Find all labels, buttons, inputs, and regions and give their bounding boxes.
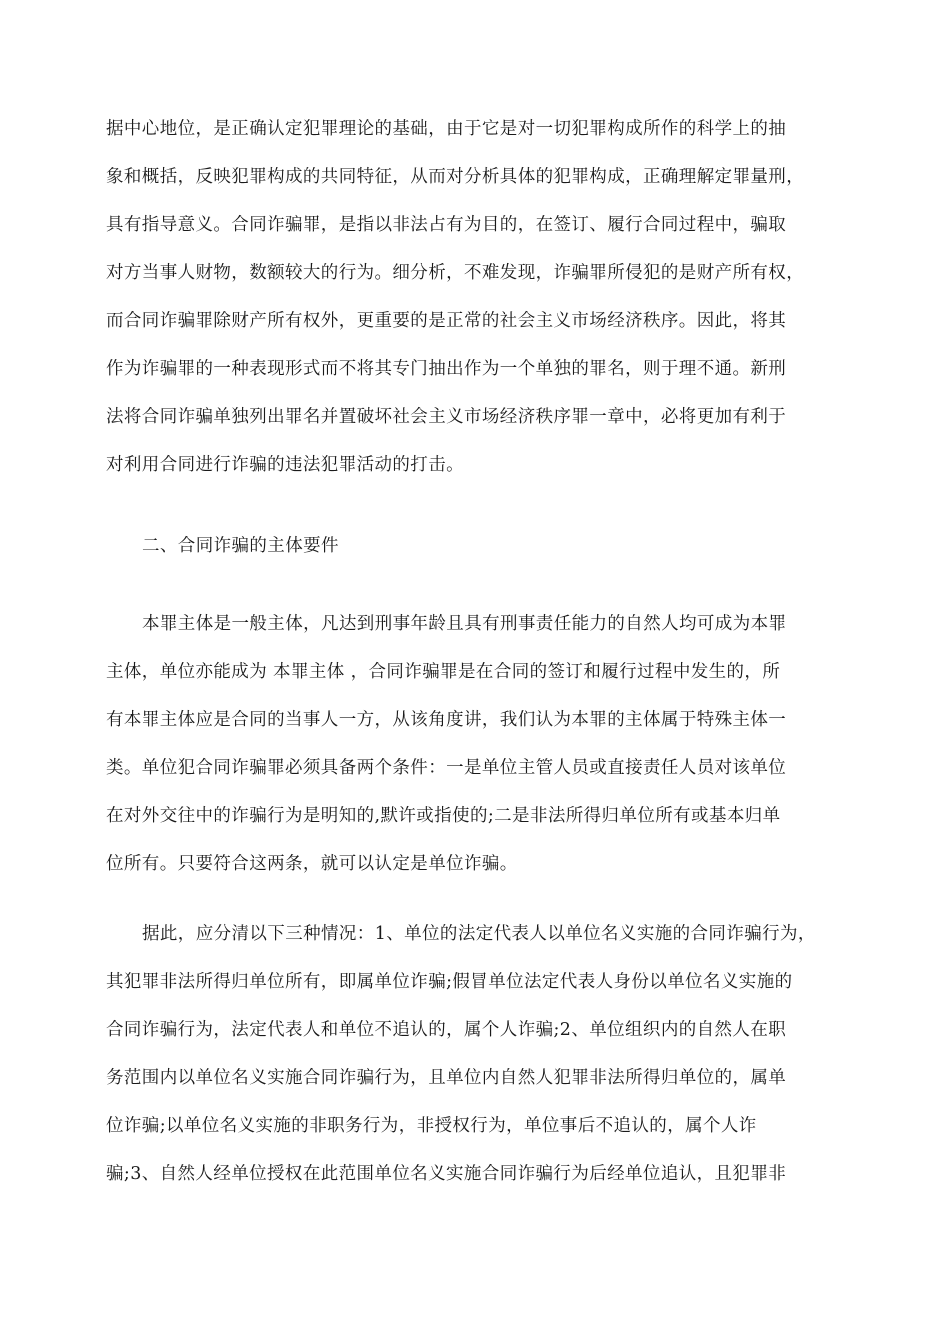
paragraph-line: 据中心地位，是正确认定犯罪理论的基础，由于它是对一切犯罪构成所作的科学上的抽 (106, 119, 787, 139)
paragraph-line: 本罪主体是一般主体，凡达到刑事年龄且具有刑事责任能力的自然人均可成为本罪 (142, 614, 787, 634)
paragraph-line: 对方当事人财物，数额较大的行为。细分析，不难发现，诈骗罪所侵犯的是财产所有权， (106, 263, 805, 283)
paragraph-line: 骗;3、自然人经单位授权在此范围单位名义实施合同诈骗行为后经单位追认，且犯罪非 (106, 1164, 787, 1184)
section-heading: 二、合同诈骗的主体要件 (142, 536, 339, 556)
paragraph-line: 具有指导意义。合同诈骗罪，是指以非法占有为目的，在签订、履行合同过程中，骗取 (106, 215, 787, 235)
paragraph-line: 象和概括，反映犯罪构成的共同特征，从而对分析具体的犯罪构成，正确理解定罪量刑， (106, 167, 805, 187)
paragraph-line: 合同诈骗行为，法定代表人和单位不追认的，属个人诈骗;2、单位组织内的自然人在职 (106, 1020, 787, 1040)
paragraph-line: 而合同诈骗罪除财产所有权外，更重要的是正常的社会主义市场经济秩序。因此，将其 (106, 311, 787, 331)
paragraph-line: 主体，单位亦能成为 本罪主体 ，合同诈骗罪是在合同的签订和履行过程中发生的，所 (106, 662, 781, 682)
paragraph-line: 类。单位犯合同诈骗罪必须具备两个条件：一是单位主管人员或直接责任人员对该单位 (106, 758, 787, 778)
paragraph-line: 法将合同诈骗单独列出罪名并置破坏社会主义市场经济秩序罪一章中，必将更加有利于 (106, 407, 787, 427)
paragraph-line: 在对外交往中的诈骗行为是明知的,默许或指使的;二是非法所得归单位所有或基本归单 (106, 806, 781, 826)
paragraph-line: 位所有。只要符合这两条，就可以认定是单位诈骗。 (106, 854, 518, 874)
paragraph-line: 作为诈骗罪的一种表现形式而不将其专门抽出作为一个单独的罪名，则于理不通。新刑 (106, 359, 787, 379)
paragraph-line: 对利用合同进行诈骗的违法犯罪活动的打击。 (106, 455, 464, 475)
paragraph-line: 据此，应分清以下三种情况：1、单位的法定代表人以单位名义实施的合同诈骗行为， (142, 924, 816, 944)
paragraph-line: 位诈骗;以单位名义实施的非职务行为，非授权行为，单位事后不追认的，属个人诈 (106, 1116, 757, 1136)
paragraph-line: 有本罪主体应是合同的当事人一方，从该角度讲，我们认为本罪的主体属于特殊主体一 (106, 710, 787, 730)
paragraph-line: 其犯罪非法所得归单位所有，即属单位诈骗;假冒单位法定代表人身份以单位名义实施的 (106, 972, 793, 992)
paragraph-line: 务范围内以单位名义实施合同诈骗行为，且单位内自然人犯罪非法所得归单位的，属单 (106, 1068, 787, 1088)
